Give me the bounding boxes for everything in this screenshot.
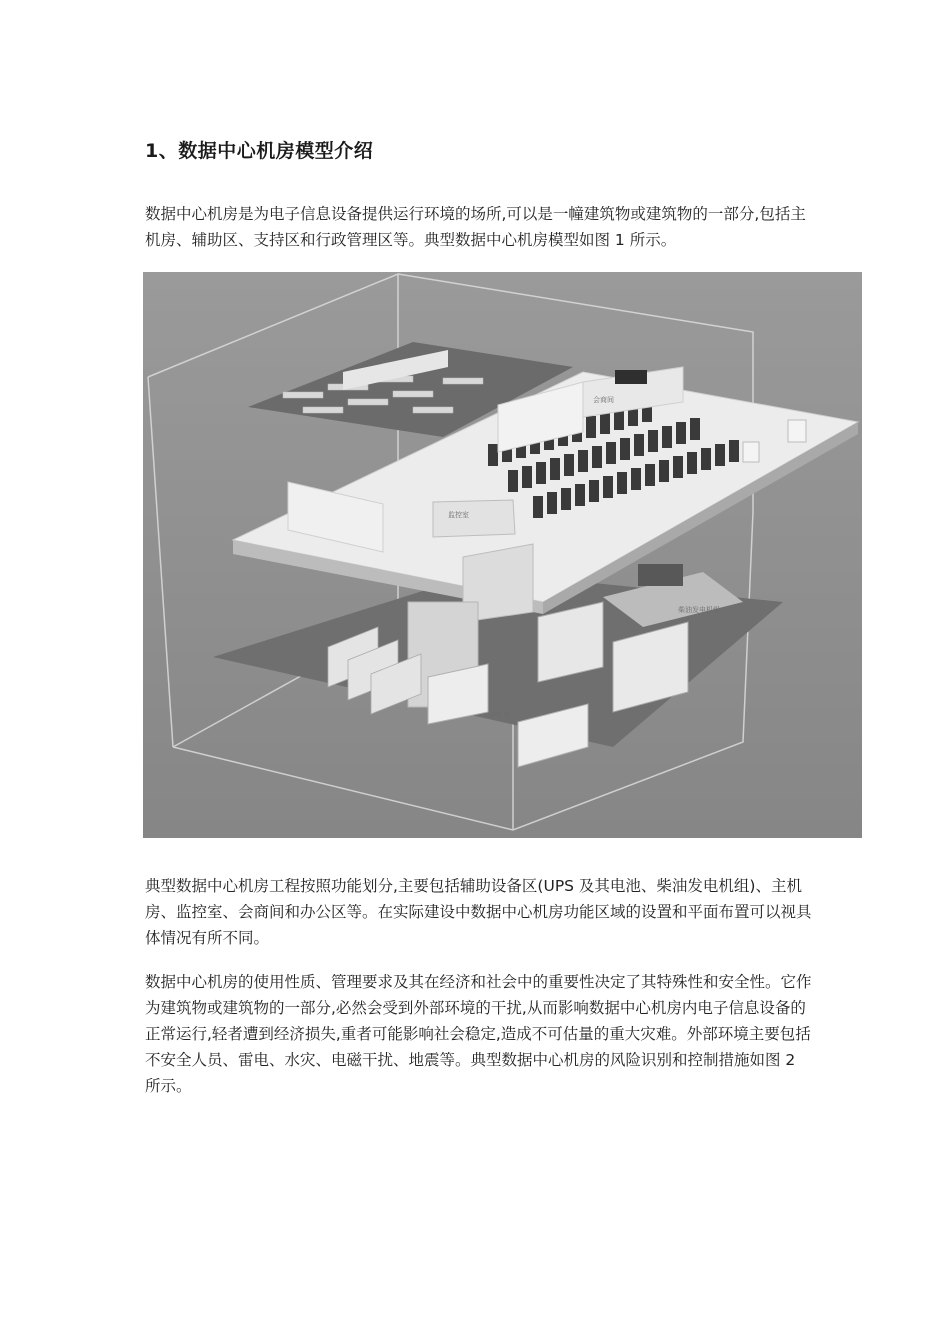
datacenter-model-figure (143, 272, 862, 838)
datacenter-3d-illustration (143, 272, 862, 838)
console-curve (433, 500, 515, 537)
label-meeting: 会商间 (593, 396, 614, 404)
video-wall-screen (615, 370, 647, 384)
label-ups: UPS 柜 (488, 711, 512, 719)
label-monitor: 监控室 (448, 511, 469, 519)
risk-paragraph: 数据中心机房的使用性质、管理要求及其在经济和社会中的重要性决定了其特殊性和安全性。它作为建筑物或建筑物的一部分,必然会受到外部环境的干扰,从而影响数据中心机房内电子信息设备的正常运行,轻者遭到经济损失,重者可能影响社会稳定,造成不可估量的重大灾难。外部环境主要包括不安全人员、雷电、水灾、电磁干扰、地震等。典型数据中心机房的风险识别和控制措施如图 2 所示。 (145, 973, 812, 1095)
diesel-generator (638, 564, 683, 586)
section-heading: 1、数据中心机房模型介绍 (145, 140, 374, 162)
label-office: 办公区 (398, 416, 419, 424)
function-zones-paragraph: 典型数据中心机房工程按照功能划分,主要包括辅助设备区(UPS 及其电池、柴油发电机组)、主机房、监控室、会商间和办公区等。在实际建设中数据中心机房功能区域的设置和平面布置可以视具体情况有所不同。 (145, 877, 812, 947)
label-generator: 柴油发电机组 (678, 606, 720, 614)
intro-paragraph: 数据中心机房是为电子信息设备提供运行环境的场所,可以是一幢建筑物或建筑物的一部分,包括主机房、辅助区、支持区和行政管理区等。典型数据中心机房模型如图 1 所示。 (145, 205, 806, 249)
